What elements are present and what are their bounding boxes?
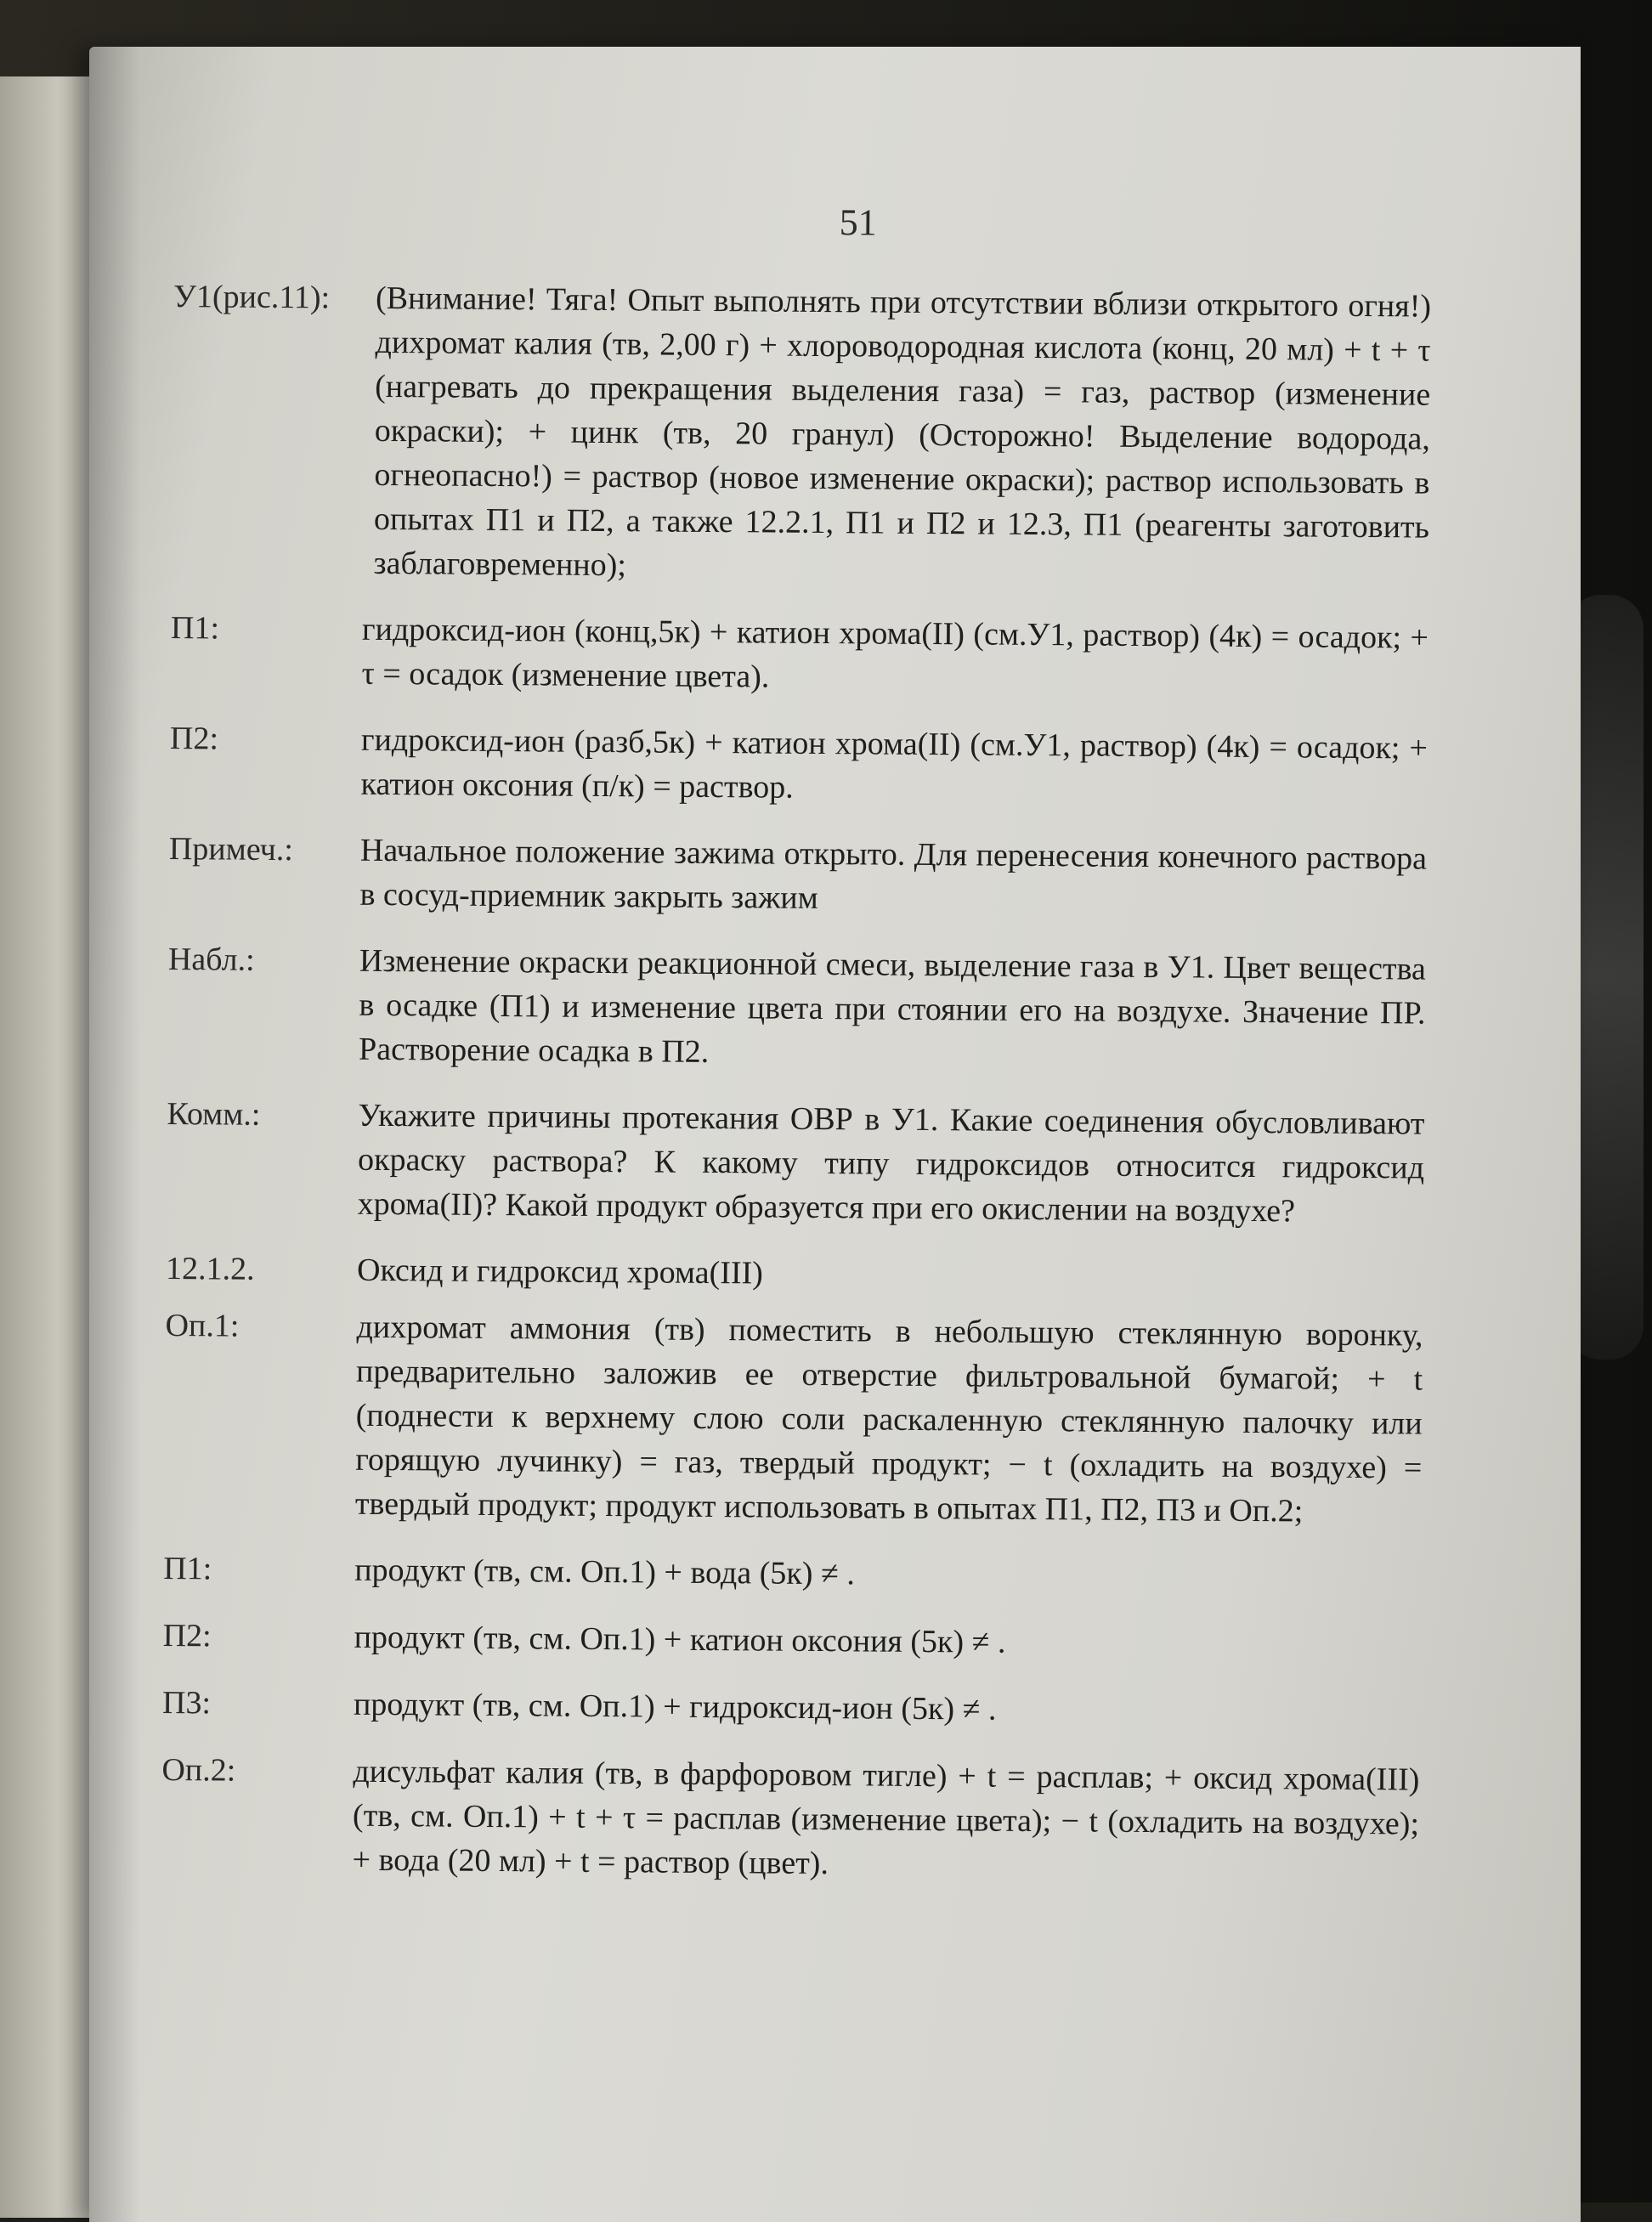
- section-number: 12.1.2.: [165, 1250, 255, 1287]
- entry-text: Начальное положение зажима открыто. Для перенесения конечного раствора в сосуд-приемник закрыть зажим: [359, 832, 1428, 916]
- entry-label: Комм.:: [167, 1095, 261, 1133]
- entry-op2: [161, 1748, 1419, 1891]
- entry-text: Изменение окраски реакционной смеси, выделение газа в У1. Цвет вещества в осадке (П1) и изменение цвета при стоянии его на воздухе. Значение ПР. Растворение осадка в П2.: [358, 942, 1427, 1070]
- entry-op1: [164, 1303, 1423, 1535]
- entry-label: Примеч.:: [168, 830, 294, 868]
- section-heading: [166, 1247, 1423, 1302]
- entry-p1: [170, 606, 1429, 704]
- entry-text: дисульфат калия (тв, в фарфоровом тигле) + t = расплав; + оксид хрома(III) (тв, см. Оп.1) + t + τ = расплав (изменение цвета); − t (охладить на воздухе); + вода (20 мл) + t = раствор (цвет).: [352, 1753, 1420, 1882]
- entry-observation: [167, 937, 1426, 1080]
- page-shadow: [89, 47, 140, 2222]
- entry-s2-p2: [162, 1614, 1420, 1669]
- entry-text: гидроксид-ион (разб,5к) + катион хрома(II) (см.У1, раствор) (4к) = осадок; + катион оксония (п/к) = раствор.: [360, 721, 1429, 806]
- entry-label: У1(рис.11):: [173, 278, 331, 316]
- page-content: [161, 195, 1432, 1913]
- page-number: 51: [839, 201, 877, 244]
- entry-comment: [166, 1092, 1424, 1235]
- entry-label: Оп.2:: [161, 1751, 236, 1789]
- entry-p2: [169, 716, 1428, 815]
- entry-text: продукт (тв, см. Оп.1) + вода (5к) ≠ .: [354, 1552, 855, 1592]
- section-title: Оксид и гидроксид хрома(III): [356, 1252, 764, 1292]
- entry-label: П3:: [161, 1684, 212, 1722]
- entry-label: П2:: [169, 720, 219, 757]
- entry-label: Набл.:: [167, 941, 255, 978]
- entry-text: продукт (тв, см. Оп.1) + гидроксид-ион (5к) ≠ .: [353, 1686, 997, 1727]
- entry-text: продукт (тв, см. Оп.1) + катион оксония (5к) ≠ .: [354, 1619, 1006, 1660]
- entry-label: Оп.1:: [165, 1307, 240, 1344]
- entry-s2-p3: [162, 1681, 1420, 1736]
- entry-label: П1:: [170, 609, 220, 647]
- entry-text: гидроксид-ион (конц,5к) + катион хрома(II) (см.У1, раствор) (4к) = осадок; + τ = осадок (изменение цвета).: [361, 611, 1429, 695]
- entry-text: дихромат аммония (тв) поместить в небольшую стеклянную воронку, предварительно заложив ее отверстие фильтровальной бумагой; + t (поднести к верхнему слою соли раскаленную стеклянную палочку или горящую лучинку) = газ, твердый продукт; − t (охладить на воздухе) = твердый продукт; продукт использовать в опытах П1, П2, П3 и Оп.2;: [354, 1309, 1423, 1529]
- entry-u1: [171, 274, 1431, 594]
- entry-s2-p1: [163, 1546, 1421, 1602]
- entry-note: [168, 827, 1427, 925]
- entry-text: Укажите причины протекания ОВР в У1. Какие соединения обусловливают окраску раствора? К какому типу гидроксидов относится гидроксид хрома(II)? Какой продукт образуется при его окислении на воздухе?: [357, 1097, 1425, 1230]
- entry-label: П2:: [162, 1617, 212, 1654]
- entry-label: П1:: [163, 1550, 212, 1587]
- entry-text: (Внимание! Тяга! Опыт выполнять при отсутствии вблизи открытого огня!) дихромат калия (тв, 2,00 г) + хлороводородная кислота (конц, 20 мл) + t + τ (нагревать до прекращения выделения газа) = газ, раствор (изменение окраски); + цинк (тв, 20 гранул) (Осторожно! Выделение водорода, огнеопасно!) = раствор (новое изменение окраски); раствор использовать в опытах П1 и П2, а также 12.2.1, П1 и П2 и 12.3, П1 (реагенты заготовить заблаговременно);: [373, 280, 1432, 584]
